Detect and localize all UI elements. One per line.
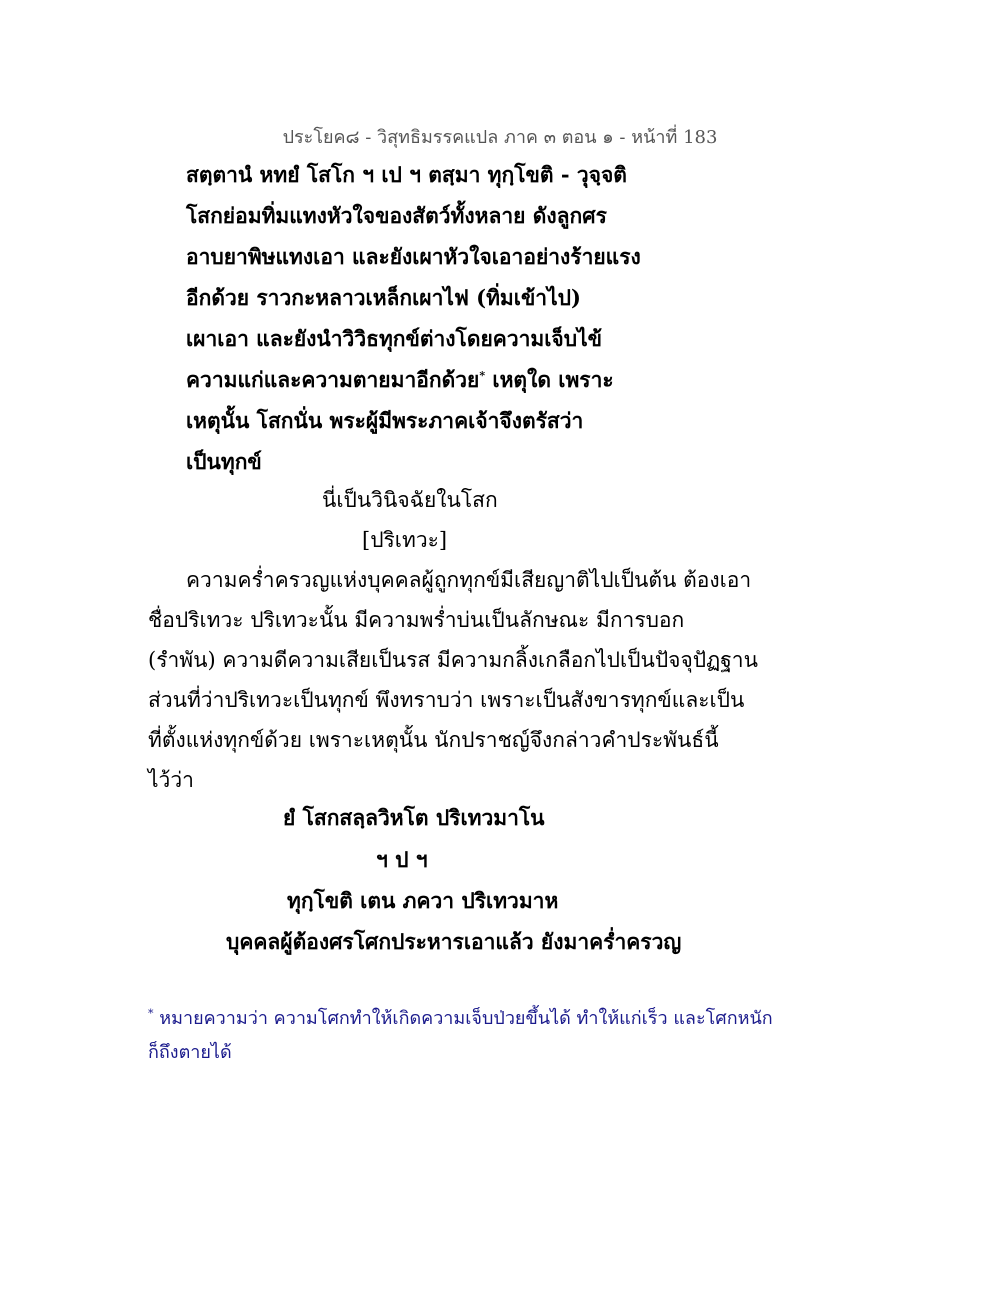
body-line-3: (รำพัน) ความดีความเสียเป็นรส มีความกลิ้งเกลือกไปเป็นปัจจุปัฏฐาน [148, 648, 758, 672]
section-heading: [ปริเทวะ] [362, 528, 448, 552]
verse-line-6-text: ความแก่และความตายมาอีกด้วย [186, 367, 480, 392]
section-closing-line: นี่เป็นวินิจฉัยในโสก [322, 488, 498, 512]
verse-line-6-tail: เหตุใด เพราะ [492, 367, 614, 392]
verse-line-5: เผาเอา และยังนำวิวิธทุกข์ต่างโดยความเจ็บไข้ [186, 326, 602, 351]
body-line-5: ที่ตั้งแห่งทุกข์ด้วย เพราะเหตุนั้น นักปราชญ์จึงกล่าวคำประพันธ์นี้ [148, 728, 719, 752]
body-line-6: ไว้ว่า [148, 768, 194, 792]
verse-line-6 [186, 367, 614, 393]
footnote-line-2: ก็ถึงตายได้ [148, 1042, 232, 1063]
footnote-text: หมายความว่า ความโศกทำให้เกิดความเจ็บป่วยขึ้นได้ ทำให้แก่เร็ว และโศกหนัก [159, 1008, 773, 1029]
footnote-reference: * [479, 369, 486, 382]
body-line-1: ความคร่ำครวญแห่งบุคคลผู้ถูกทุกข์มีเสียญาติไปเป็นต้น ต้องเอา [186, 568, 752, 592]
verse-line-7: เหตุนั้น โสกนั่น พระผู้มีพระภาคเจ้าจึงตรัสว่า [186, 408, 584, 433]
verse2-line-3: ทุกฺโขติ เตน ภควา ปริเทวมาห [287, 888, 559, 913]
body-line-4: ส่วนที่ว่าปริเทวะเป็นทุกข์ พึงทราบว่า เพราะเป็นสังขารทุกข์และเป็น [148, 688, 745, 712]
verse-line-1: สตฺตานํ หทยํ โสโก ฯ เป ฯ ตสฺมา ทุกฺโขติ - วุจฺจติ [186, 162, 627, 187]
verse-line-4: อีกด้วย ราวกะหลาวเหล็กเผาไฟ (ทิ่มเข้าไป) [186, 285, 581, 310]
verse2-line-2: ฯ ป ฯ [376, 847, 428, 872]
body-line-2: ชื่อปริเทวะ ปริเทวะนั้น มีความพร่ำบ่นเป็นลักษณะ มีการบอก [148, 608, 685, 632]
verse-line-2: โสกย่อมทิ่มแทงหัวใจของสัตว์ทั้งหลาย ดังลูกศร [186, 203, 607, 228]
footnote-marker: * [148, 1007, 154, 1020]
verse-line-3: อาบยาพิษแทงเอา และยังเผาหัวใจเอาอย่างร้ายแรง [186, 244, 641, 269]
verse-line-8: เป็นทุกข์ [186, 449, 262, 474]
footnote-line-1 [148, 1007, 773, 1031]
running-header: ประโยค๘ - วิสุทธิมรรคแปล ภาค ๓ ตอน ๑ - หน้าที่ 183 [282, 127, 718, 148]
verse2-line-4: บุคคลผู้ต้องศรโศกประหารเอาแล้ว ยังมาคร่ำครวญ [226, 929, 682, 954]
verse2-line-1: ยํ โสกสลฺลวิหโต ปริเทวมาโน [283, 805, 545, 830]
